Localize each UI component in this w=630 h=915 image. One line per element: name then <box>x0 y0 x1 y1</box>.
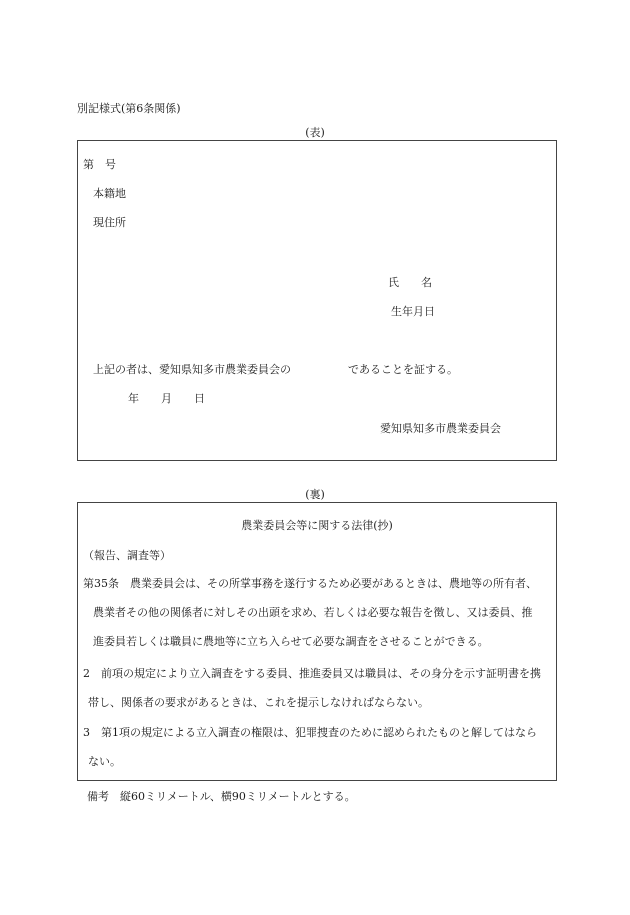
certify-text-after: であることを証する。 <box>348 363 458 376</box>
law-line: 2 前項の規定により立入調査をする委員、推進委員又は職員は、その身分を示す証明書を携 <box>83 667 541 680</box>
front-card <box>77 140 557 461</box>
birthdate-label: 生年月日 <box>391 305 435 318</box>
date-line: 年 月 日 <box>128 392 205 405</box>
section-caption: （報告、調査等） <box>83 549 171 562</box>
back-heading: (裏) <box>305 488 325 501</box>
front-heading: (表) <box>305 126 325 139</box>
back-card <box>77 502 557 781</box>
address-label: 現住所 <box>93 216 126 229</box>
form-title: 別記様式(第6条関係) <box>77 102 181 115</box>
law-line: 第35条 農業委員会は、その所掌事務を遂行するため必要があるときは、農地等の所有者、 <box>83 577 537 590</box>
note-text: 備考 縦60ミリメートル、横90ミリメートルとする。 <box>87 790 356 803</box>
law-title: 農業委員会等に関する法律(抄) <box>241 519 393 532</box>
number-label: 第 号 <box>83 158 116 171</box>
issuer-name: 愛知県知多市農業委員会 <box>380 422 501 435</box>
law-line: 帯し、関係者の要求があるときは、これを提示しなければならない。 <box>88 696 429 709</box>
name-label: 氏 名 <box>388 276 432 289</box>
law-line: ない。 <box>88 755 121 768</box>
law-line: 農業者その他の関係者に対しその出頭を求め、若しくは必要な報告を徴し、又は委員、推 <box>93 606 533 619</box>
law-line: 3 第1項の規定による立入調査の権限は、犯罪捜査のために認められたものと解してはなら <box>83 726 537 739</box>
honseki-label: 本籍地 <box>93 187 126 200</box>
certify-text-before: 上記の者は、愛知県知多市農業委員会の <box>93 363 291 376</box>
law-line: 進委員若しくは職員に農地等に立ち入らせて必要な調査をさせることができる。 <box>93 635 489 648</box>
